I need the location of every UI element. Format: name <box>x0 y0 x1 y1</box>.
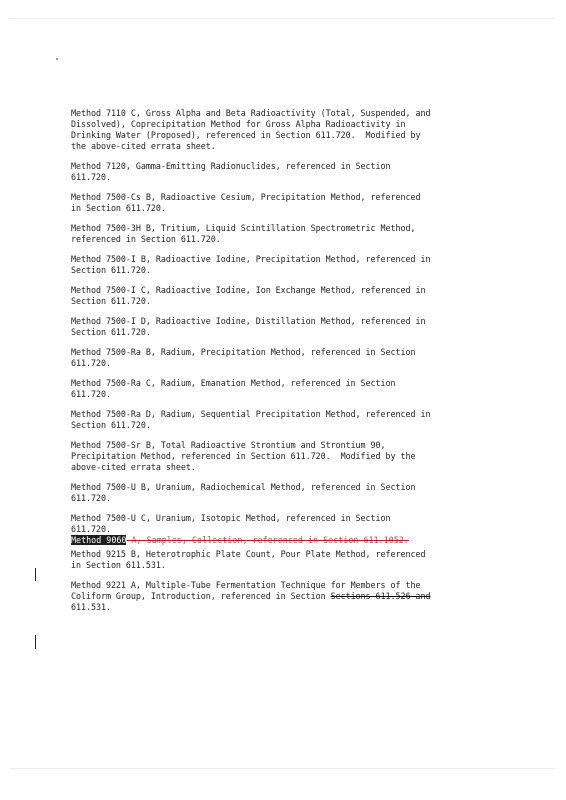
text-line: 611.720. <box>71 493 111 503</box>
text-line: Method 9221 A, Multiple-Tube Fermentation Technique for Members of the <box>71 580 421 590</box>
struck-text: A, Samples, Collection, referenced in Section 611.1052. <box>126 535 409 545</box>
paragraph-7120 <box>71 161 511 183</box>
paragraph-7500-ra-d <box>71 409 511 431</box>
text-line: 611.720. <box>71 358 111 368</box>
redacted-text: Method 9060 <box>71 535 127 545</box>
scan-edge-bottom <box>10 768 555 769</box>
text-line: referenced in Section 611.720. <box>71 234 221 244</box>
scan-speck <box>56 58 58 60</box>
text-line: Drinking Water (Proposed), referenced in Section 611.720. Modified by <box>71 130 421 140</box>
paragraph-9215b <box>71 549 511 571</box>
paragraph-7500-sr-b <box>71 440 511 473</box>
text-line: Method 7120, Gamma-Emitting Radionuclides, referenced in Section <box>71 161 391 171</box>
text-line: Section 611.720. <box>71 265 151 275</box>
paragraph-7500-cs-b <box>71 192 511 214</box>
change-bar <box>35 568 36 581</box>
text-line: Method 7500-U B, Uranium, Radiochemical Method, referenced in Section <box>71 482 416 492</box>
text-line: Method 7500-I B, Radioactive Iodine, Precipitation Method, referenced in <box>71 254 431 264</box>
paragraph-7500-ra-b <box>71 347 511 369</box>
text-line <box>71 591 511 602</box>
paragraph-7500-i-c <box>71 285 511 307</box>
text-line: Section 611.720. <box>71 420 151 430</box>
text-line: Method 9215 B, Heterotrophic Plate Count, Pour Plate Method, referenced <box>71 549 426 559</box>
text-line: 611.720. <box>71 389 111 399</box>
text-line: Method 7500-3H B, Tritium, Liquid Scintillation Spectrometric Method, <box>71 223 416 233</box>
paragraph-9221a <box>71 580 511 613</box>
text-line: Method 7500-U C, Uranium, Isotopic Method, referenced in Section <box>71 513 391 523</box>
paragraph-7500-i-d <box>71 316 511 338</box>
text-line: Method 7500-I D, Radioactive Iodine, Distillation Method, referenced in <box>71 316 426 326</box>
text-line: above-cited errata sheet. <box>71 462 196 472</box>
paragraph-7500-3h-b <box>71 223 511 245</box>
paragraph-7500-i-b <box>71 254 511 276</box>
text-line: 611.531. <box>71 602 111 612</box>
paragraph-7500-u-b <box>71 482 511 504</box>
paragraph-7110c <box>71 108 511 152</box>
text-line: 611.720. <box>71 524 111 534</box>
scan-edge-top <box>10 18 555 19</box>
text-line: Method 7500-Ra D, Radium, Sequential Precipitation Method, referenced in <box>71 409 431 419</box>
text-line: Method 7500-Ra B, Radium, Precipitation Method, referenced in Section <box>71 347 416 357</box>
deleted-entry-9060a <box>71 535 511 546</box>
text-line: in Section 611.720. <box>71 203 166 213</box>
text-line: Section 611.720. <box>71 296 151 306</box>
document-body <box>71 108 511 613</box>
text-span: Coliform Group, Introduction, referenced in Section <box>71 591 331 601</box>
text-line: Method 7500-I C, Radioactive Iodine, Ion Exchange Method, referenced in <box>71 285 426 295</box>
change-bar <box>35 635 36 649</box>
text-line: Method 7110 C, Gross Alpha and Beta Radioactivity (Total, Suspended, and <box>71 108 431 118</box>
text-line: Method 7500-Sr B, Total Radioactive Strontium and Strontium 90, <box>71 440 386 450</box>
paragraph-7500-u-c <box>71 513 511 535</box>
text-line: 611.720. <box>71 172 111 182</box>
text-line: Dissolved), Coprecipitation Method for Gross Alpha Radioactivity in <box>71 119 406 129</box>
text-line: Precipitation Method, referenced in Section 611.720. Modified by the <box>71 451 416 461</box>
text-line: Method 7500-Cs B, Radioactive Cesium, Precipitation Method, referenced <box>71 192 421 202</box>
text-line: the above-cited errata sheet. <box>71 141 216 151</box>
text-line: Section 611.720. <box>71 327 151 337</box>
paragraph-7500-ra-c <box>71 378 511 400</box>
text-line: Method 7500-Ra C, Radium, Emanation Method, referenced in Section <box>71 378 396 388</box>
struck-text: Sections 611.526 and <box>330 591 431 601</box>
text-line: in Section 611.531. <box>71 560 166 570</box>
